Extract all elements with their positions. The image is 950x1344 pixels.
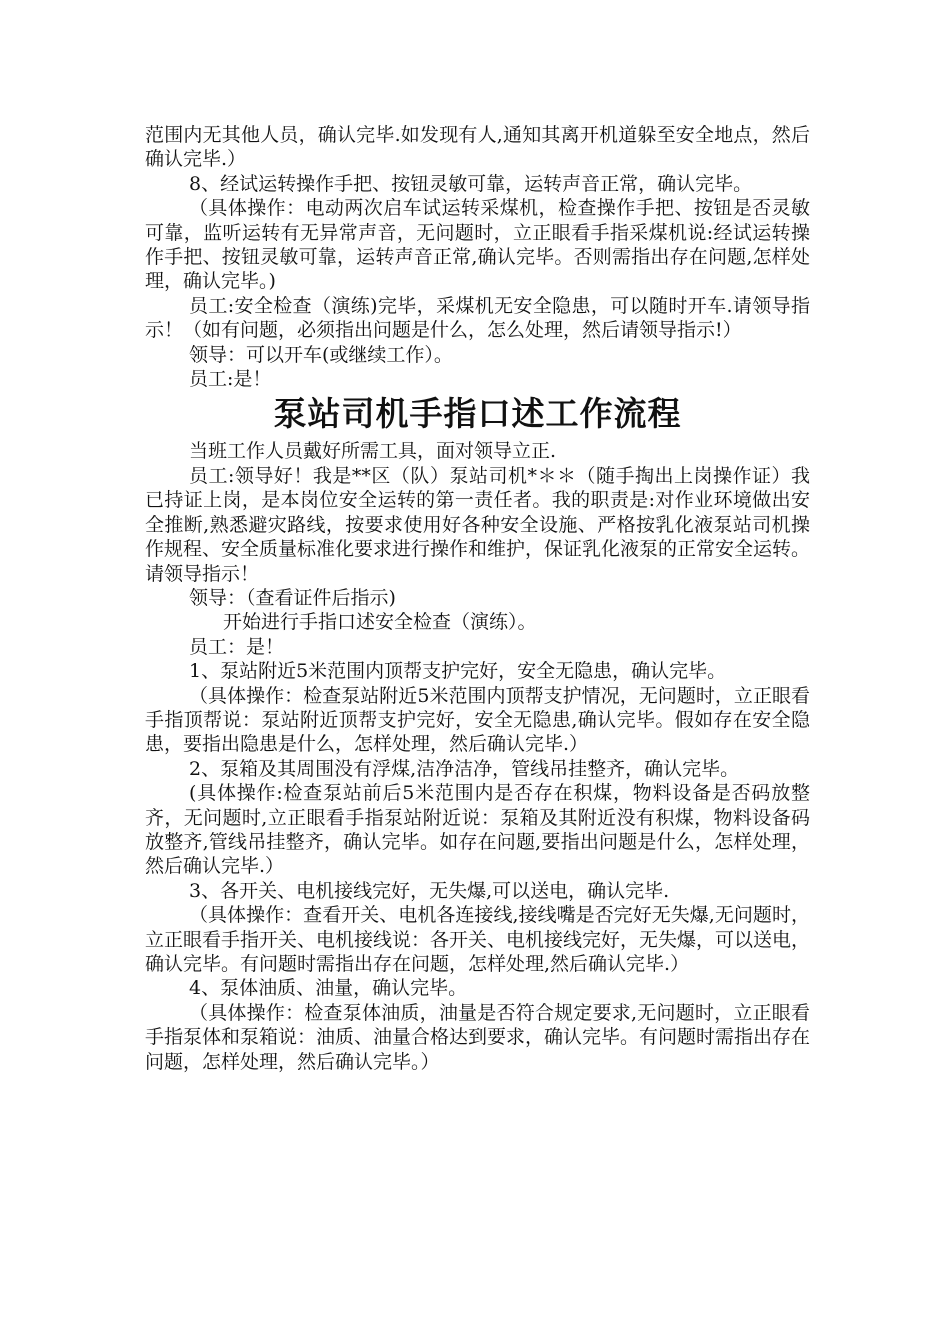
check-item-1-detail: （具体操作：检查泵站附近5米范围内顶帮支护情况，无问题时，立正眼看手指顶帮说：泵站附近顶帮支护完好，安全无隐患,确认完毕。假如存在安全隐患，要指出隐患是什么，怎样处理，然后确认完毕.） — [145, 684, 810, 756]
employee-reply: 员工:是！ — [189, 368, 272, 391]
check-item-2: 2、泵箱及其周围没有浮煤,洁净洁净，管线吊挂整齐，确认完毕。 — [189, 757, 740, 780]
check-item-1: 1、泵站附近5米范围内顶帮支护完好，安全无隐患，确认完毕。 — [189, 660, 727, 683]
employee-confirm: 员工：是！ — [189, 635, 285, 658]
check-item-2-detail: (具体操作:检查泵站前后5米范围内是否存在积煤，物料设备是否码放整齐，无问题时,立正眼看手指泵站附近说：泵箱及其附近没有积煤，物料设备码放整齐,管线吊挂整齐，确认完毕。如存在问题,要指出问题是什么，怎样处理，然后确认完毕.） — [145, 782, 810, 878]
document-page — [145, 123, 810, 1074]
check-item-8-detail: （具体操作：电动两次启车试运转采煤机，检查操作手把、按钮是否灵敏可靠，监听运转有无异常声音，无问题时，立正眼看手指采煤机说:经试运转操作手把、按钮灵敏可靠，运转声音正常,确认完毕。否则需指出存在问题,怎样处理，确认完毕。) — [145, 197, 810, 293]
start-check: 开始进行手指口述安全检查（演练）。 — [223, 611, 537, 634]
check-item-4-detail: （具体操作：检查泵体油质，油量是否符合规定要求,无问题时，立正眼看手指泵体和泵箱说：油质、油量合格达到要求，确认完毕。有问题时需指出存在问题，怎样处理，然后确认完毕。） — [145, 1001, 811, 1073]
check-item-3: 3、各开关、电机接线完好，无失爆,可以送电，确认完毕. — [189, 879, 670, 902]
employee-report: 员工:安全检查（演练)完毕，采煤机无安全隐患，可以随时开车.请领导指示！（如有问题，必须指出问题是什么，怎么处理，然后请领导指示!） — [145, 294, 810, 342]
employee-greeting: 员工:领导好！我是**区（队）泵站司机*＊＊（随手掏出上岗操作证）我已持证上岗，是本岗位安全运转的第一责任者。我的职责是:对作业环境做出安全推断,熟悉避灾路线，按要求使用好各种安全设施、严格按乳化液泵站司机操作规程、安全质量标准化要求进行操作和维护，保证乳化液泵的正常安全运转。请领导指示！ — [145, 464, 811, 585]
check-item-4: 4、泵体油质、油量，确认完毕。 — [189, 977, 468, 1000]
leader-reply: 领导：可以开车(或继续工作）。 — [189, 343, 453, 366]
check-item-8: 8、经试运转操作手把、按钮灵敏可靠，运转声音正常，确认完毕。 — [189, 172, 753, 195]
leader-instruction: 领导：（查看证件后指示) — [189, 586, 396, 609]
section-title: 泵站司机手指口述工作流程 — [273, 394, 682, 434]
continued-paragraph: 范围内无其他人员，确认完毕.如发现有人,通知其离开机道躲至安全地点，然后确认完毕.） — [145, 124, 810, 171]
intro-paragraph: 当班工作人员戴好所需工具，面对领导立正. — [189, 440, 557, 463]
check-item-3-detail: （具体操作：查看开关、电机各连接线,接线嘴是否完好无失爆,无问题时，立正眼看手指开关、电机接线说：各开关、电机接线完好，无失爆，可以送电，确认完毕。有问题时需指出存在问题，怎样处理,然后确认完毕.） — [145, 904, 811, 975]
